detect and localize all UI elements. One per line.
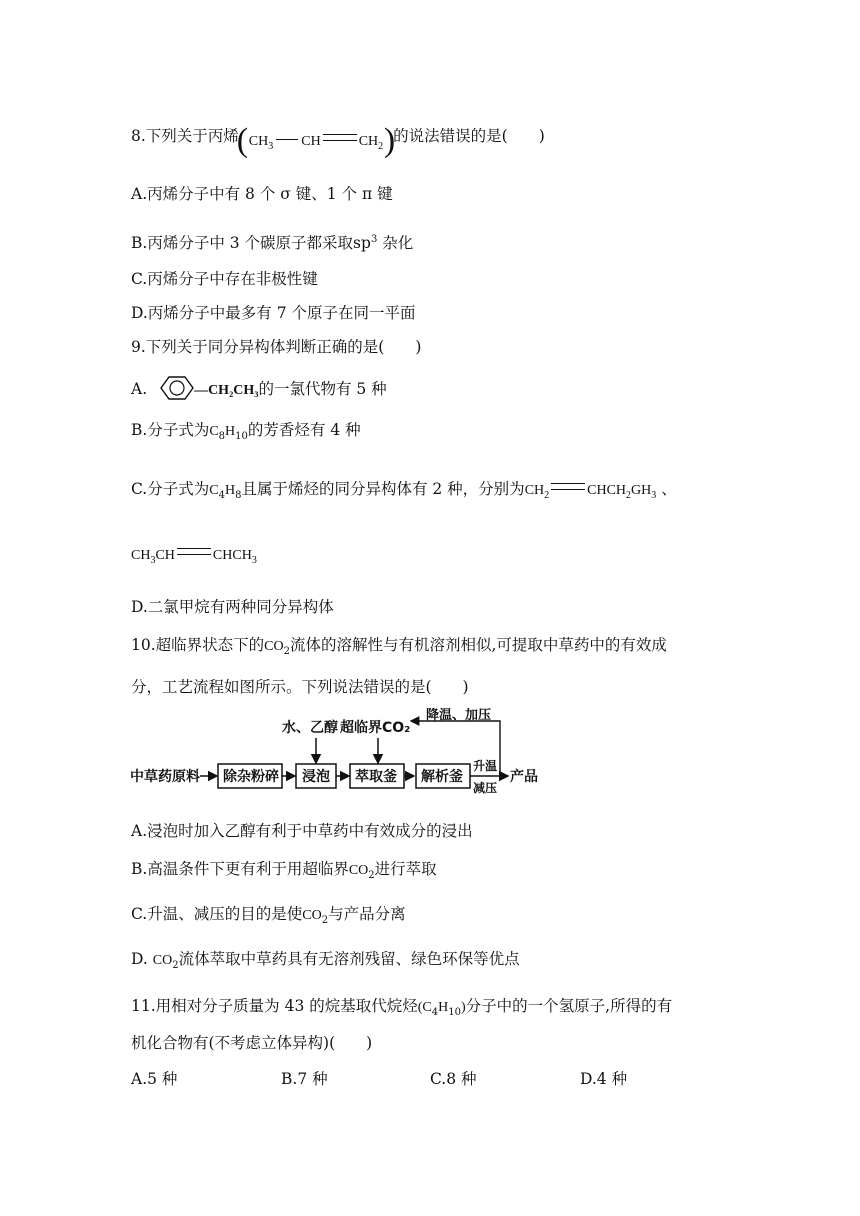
q10-option-a: A.浸泡时加入乙醇有利于中草药中有效成分的浸出: [131, 822, 473, 840]
raw-material-label: 中草药原料: [130, 769, 200, 785]
q10-option-c: C.升温、减压的目的是使$CO_2$与产品分离: [131, 905, 406, 926]
q8-option-c: C.丙烯分子中存在非极性键: [131, 270, 318, 288]
q11-option-b: B.7 种: [281, 1070, 328, 1088]
box-desorption-kettle: 解析釜: [421, 769, 463, 785]
q8-stem: 8.下列关于丙烯 ( $CH_3$ CH $CH_2$ ) 的说法错误的是( ): [131, 122, 545, 159]
q10-option-b: B.高温条件下更有利于用超临界$CO_2$进行萃取: [131, 860, 437, 881]
box-extraction-kettle: 萃取釜: [355, 769, 397, 785]
q10-stem-line1: 10.超临界状态下的$CO_2$流体的溶解性与有机溶剂相似,可提取中草药中的有效成: [131, 636, 667, 657]
condition-heat: 升温: [473, 759, 498, 773]
q11-option-c: C.8 种: [430, 1070, 477, 1088]
box-remove-impurities: 除杂粉碎: [223, 769, 279, 785]
q8-option-d: D.丙烯分子中最多有 7 个原子在同一平面: [131, 304, 416, 322]
q8-option-a: A.丙烯分子中有 8 个 σ 键、1 个 π 键: [131, 185, 393, 203]
input-supercritical-co2: 超临界CO₂: [340, 720, 411, 736]
q11-stem-line2: 机化合物有(不考虑立体异构)( ): [131, 1034, 373, 1052]
q8-option-b: B.丙烯分子中 3 个碳原子都采取$sp^3$ 杂化: [131, 234, 414, 252]
product-label: 产品: [510, 769, 538, 785]
benzene-ring-icon: [160, 375, 194, 401]
condition-depressurize: 减压: [473, 781, 498, 795]
q10-stem-line2: 分，工艺流程如图所示。下列说法错误的是( ): [131, 678, 469, 696]
propene-formula: ( $CH_3$ CH $CH_2$ ): [236, 122, 396, 159]
q9-option-c-line2: $CH_3CH$ $CHCH_3$: [131, 548, 257, 566]
q9-option-d: D.二氯甲烷有两种同分异构体: [131, 598, 334, 616]
q11-stem-line1: 11.用相对分子质量为 43 的烷基取代烷烃$(C_4H_{10})$分子中的一个氢原子,所得的有: [131, 997, 673, 1018]
q9-stem: 9.下列关于同分异构体判断正确的是( ): [131, 338, 422, 356]
process-flow-diagram: [128, 708, 548, 798]
box-soak: 浸泡: [302, 769, 330, 785]
q11-option-d: D.4 种: [580, 1070, 628, 1088]
butene-1-formula: $CH_2$ $CHCH_2GH_3$: [524, 483, 657, 501]
q11-options: [0, 1068, 860, 1092]
q9-option-c-line1: C.分子式为$C_4H_8$且属于烯烃的同分异构体有 2 种，分别为$CH_2$ $CHCH_2GH_3$ 、: [131, 480, 677, 501]
q11-option-a: A.5 种: [131, 1070, 178, 1088]
q9-option-a: A. —CH₂CH₃的一氯代物有 5 种: [131, 375, 387, 402]
q9-option-b: B.分子式为$C_8H_{10}$的芳香烃有 4 种: [131, 421, 361, 442]
recycle-cool-pressurize: 降温、加压: [426, 708, 492, 723]
input-water-ethanol: 水、乙醇: [282, 720, 338, 736]
q10-option-d: D. $CO_2$流体萃取中草药具有无溶剂残留、绿色环保等优点: [131, 950, 520, 971]
